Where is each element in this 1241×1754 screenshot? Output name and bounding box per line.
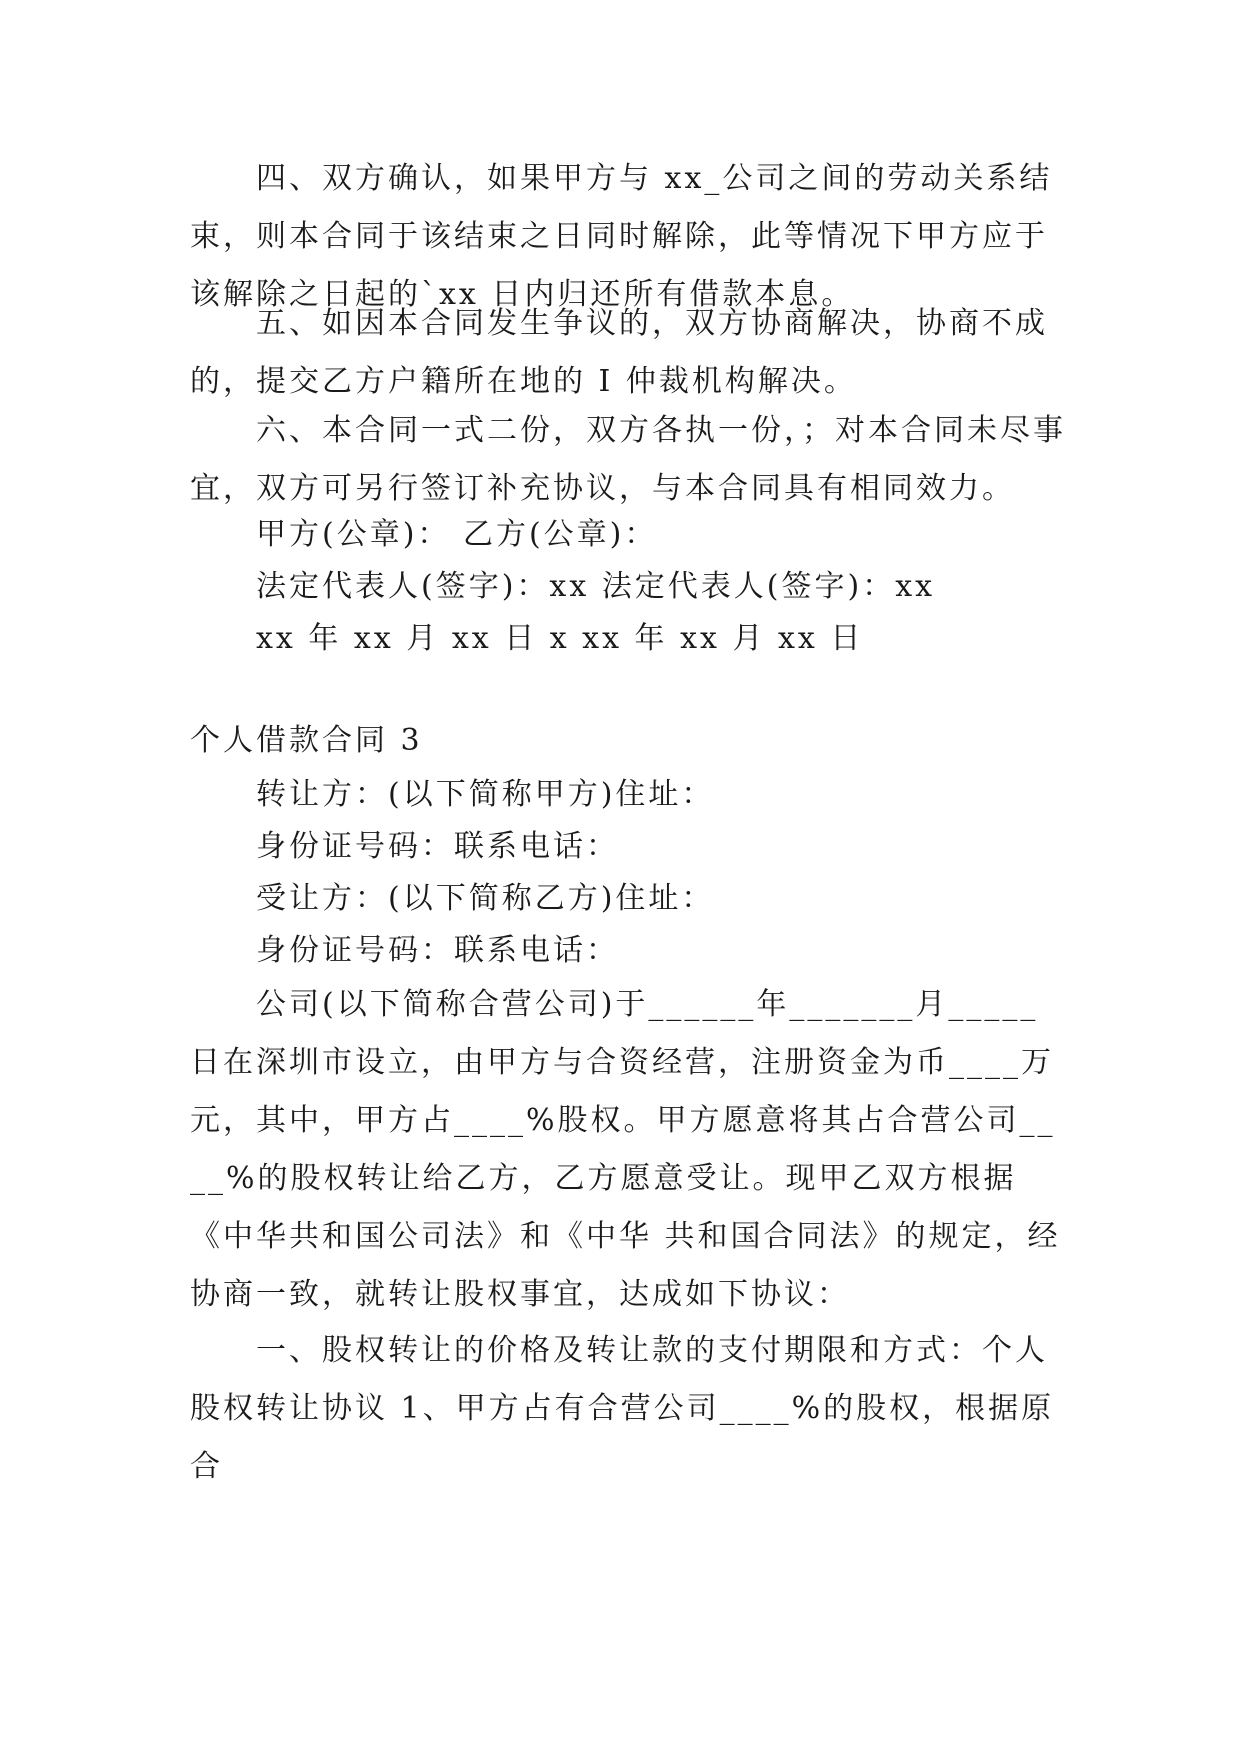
signature-dates-line: xx 年 xx 月 xx 日 x xx 年 xx 月 xx 日: [256, 621, 864, 656]
paragraph-transfer-price: 一、股权转让的价格及转让款的支付期限和方式：个人股权转让协议 1、甲方占有合营公司____%的股权，根据原合: [190, 1333, 1055, 1484]
section-title: 个人借款合同 3: [190, 723, 423, 758]
transferee-id-phone-line: 身份证号码：联系电话：: [256, 933, 619, 968]
transferor-address-line: 转让方：(以下简称甲方)住址：: [256, 777, 715, 812]
paragraph-clause-5: 五、如因本合同发生争议的，双方协商解决，协商不成的，提交乙方户籍所在地的 I 仲裁机构解决。: [190, 306, 1048, 399]
transferor-id-phone-line: 身份证号码：联系电话：: [256, 829, 619, 864]
paragraph-clause-6: 六、本合同一式二份，双方各执一份，；对本合同未尽事宜，双方可另行签订补充协议，与本合同具有相同效力。: [190, 413, 1066, 506]
signature-representatives-line: 法定代表人(签字)：xx 法定代表人(签字)：xx: [256, 569, 936, 604]
paragraph-clause-4: 四、双方确认，如果甲方与 xx_公司之间的劳动关系结束，则本合同于该结束之日同时解除，此等情况下甲方应于该解除之日起的`xx 日内归还所有借款本息。: [190, 161, 1053, 312]
signature-seals-line: 甲方(公章)： 乙方(公章)：: [256, 517, 658, 552]
paragraph-company-intro: 公司(以下简称合营公司)于______年_______月_____日在深圳市设立，由甲方与合资经营，注册资金为币____万元，其中，甲方占____%股权。甲方愿意将其占合营公司____%的股权转让给乙方，乙方愿意受让。现甲乙双方根据《中华共和国公司法》和《中华 共和国合同法》的规定，经协商一致，就转让股权事宜，达成如下协议：: [190, 987, 1061, 1312]
transferee-address-line: 受让方：(以下简称乙方)住址：: [256, 881, 715, 916]
